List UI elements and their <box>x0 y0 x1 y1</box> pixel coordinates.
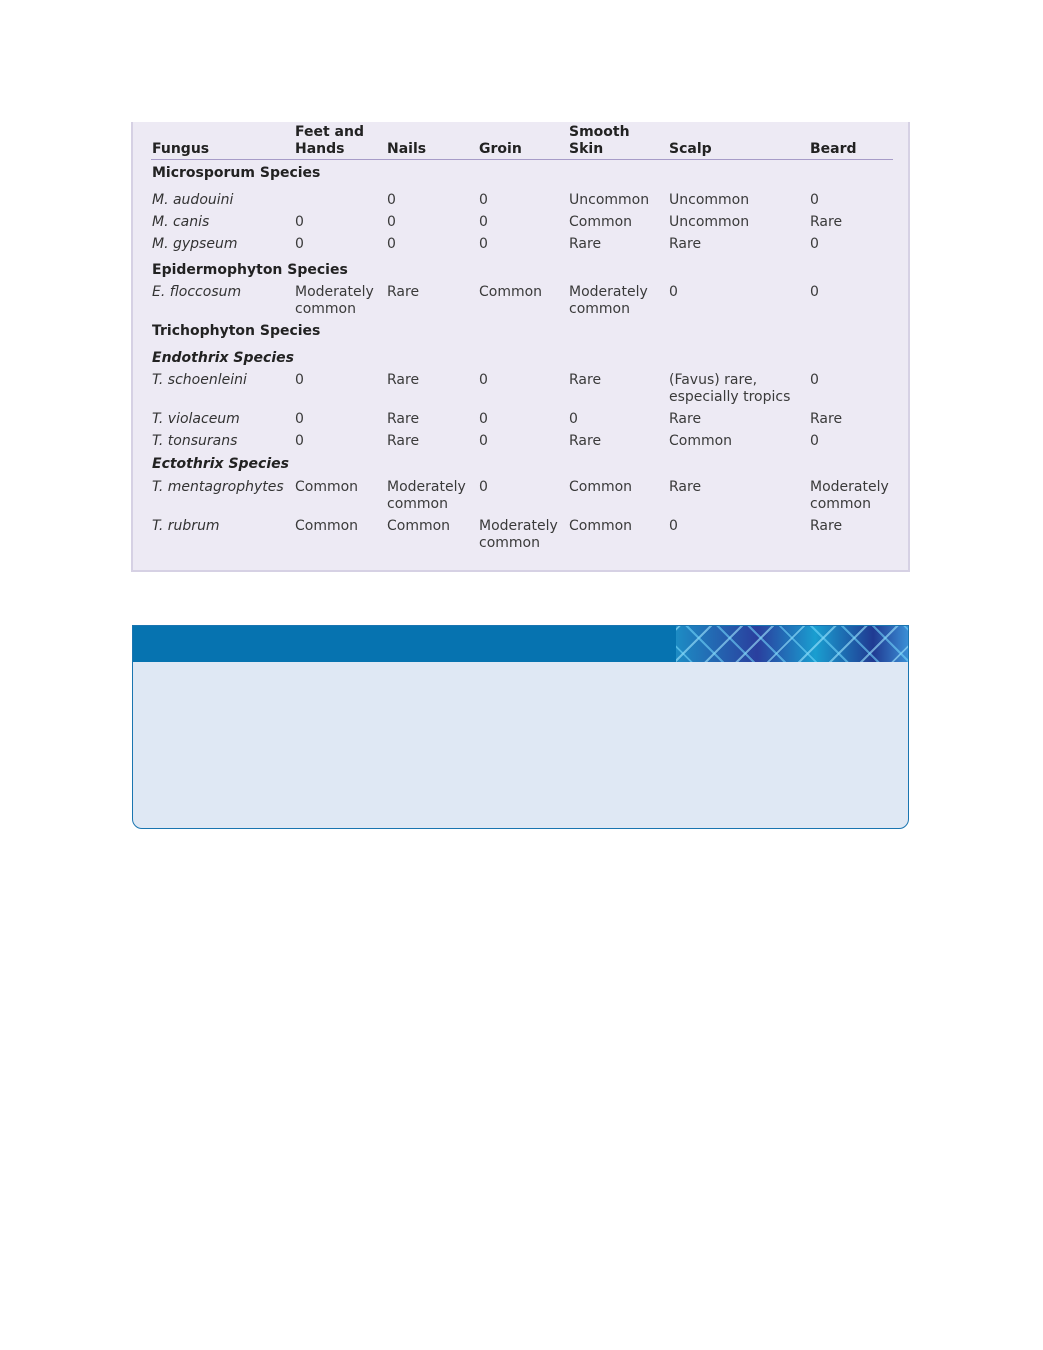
cell-nails: Rare <box>387 372 420 388</box>
column-header-nails: Nails <box>387 141 427 157</box>
cell-scalp: Rare <box>669 479 702 495</box>
column-header-feet-and-hands: Feet and Hands <box>295 124 364 157</box>
cell-nails: Rare <box>387 411 420 427</box>
cell-scalp: 0 <box>669 284 678 300</box>
cell-feet-and-hands: 0 <box>295 372 304 388</box>
cell-feet-and-hands: 0 <box>295 411 304 427</box>
cell-smooth-skin: Rare <box>569 236 602 252</box>
cell-beard: 0 <box>810 284 819 300</box>
cell-beard: 0 <box>810 433 819 449</box>
column-header-groin: Groin <box>479 141 522 157</box>
cell-nails: 0 <box>387 236 396 252</box>
cell-beard: Rare <box>810 214 843 230</box>
cell-scalp: Rare <box>669 411 702 427</box>
cell-feet-and-hands: 0 <box>295 214 304 230</box>
species-name: T. schoenleini <box>152 372 247 388</box>
fungus-distribution-table <box>131 122 910 572</box>
cell-groin: Moderately common <box>479 518 558 551</box>
group-label-trichophyton: Trichophyton Species <box>152 323 321 339</box>
cell-beard: 0 <box>810 372 819 388</box>
cell-scalp: Uncommon <box>669 214 750 230</box>
column-header-smooth-skin: Smooth Skin <box>569 124 630 157</box>
cell-groin: 0 <box>479 411 488 427</box>
column-header-fungus: Fungus <box>152 141 210 157</box>
cell-scalp: Uncommon <box>669 192 750 208</box>
cell-groin: 0 <box>479 214 488 230</box>
cell-smooth-skin: Moderately common <box>569 284 648 317</box>
cell-scalp: Rare <box>669 236 702 252</box>
cell-beard: 0 <box>810 192 819 208</box>
subgroup-label-ectothrix: Ectothrix Species <box>152 456 289 472</box>
species-name: T. rubrum <box>152 518 220 534</box>
species-name: T. mentagrophytes <box>152 479 284 495</box>
cell-nails: Rare <box>387 433 420 449</box>
species-name: E. floccosum <box>152 284 242 300</box>
cell-smooth-skin: Common <box>569 214 633 230</box>
cell-scalp: Common <box>669 433 733 449</box>
column-header-beard: Beard <box>810 141 857 157</box>
cell-groin: 0 <box>479 433 488 449</box>
cell-beard: Rare <box>810 518 843 534</box>
cell-nails: Common <box>387 518 451 534</box>
cell-nails: 0 <box>387 214 396 230</box>
species-name: T. tonsurans <box>152 433 238 449</box>
cell-feet-and-hands: 0 <box>295 236 304 252</box>
cell-smooth-skin: Rare <box>569 372 602 388</box>
cell-feet-and-hands: Moderately common <box>295 284 374 317</box>
header-divider <box>151 159 893 160</box>
cell-groin: 0 <box>479 236 488 252</box>
cell-nails: Rare <box>387 284 420 300</box>
cell-feet-and-hands: Common <box>295 479 359 495</box>
column-header-scalp: Scalp <box>669 141 712 157</box>
info-box <box>132 625 909 829</box>
group-label-microsporum: Microsporum Species <box>152 165 321 181</box>
cell-beard: 0 <box>810 236 819 252</box>
cell-beard: Rare <box>810 411 843 427</box>
species-name: T. violaceum <box>152 411 240 427</box>
cell-scalp: (Favus) rare, especially tropics <box>669 372 791 405</box>
cell-feet-and-hands: 0 <box>295 433 304 449</box>
cell-smooth-skin: Rare <box>569 433 602 449</box>
cell-scalp: 0 <box>669 518 678 534</box>
cell-smooth-skin: Uncommon <box>569 192 650 208</box>
cell-nails: 0 <box>387 192 396 208</box>
cell-groin: Common <box>479 284 543 300</box>
cell-smooth-skin: 0 <box>569 411 578 427</box>
cell-feet-and-hands: Common <box>295 518 359 534</box>
cell-beard: Moderately common <box>810 479 889 512</box>
species-name: M. canis <box>152 214 210 230</box>
cell-nails: Moderately common <box>387 479 466 512</box>
cell-smooth-skin: Common <box>569 518 633 534</box>
cell-groin: 0 <box>479 372 488 388</box>
cell-groin: 0 <box>479 192 488 208</box>
group-label-epidermophyton: Epidermophyton Species <box>152 262 348 278</box>
subgroup-label-endothrix: Endothrix Species <box>152 350 294 366</box>
species-name: M. audouini <box>152 192 234 208</box>
decorative-pattern-image <box>676 626 908 662</box>
cell-groin: 0 <box>479 479 488 495</box>
cell-smooth-skin: Common <box>569 479 633 495</box>
species-name: M. gypseum <box>152 236 238 252</box>
